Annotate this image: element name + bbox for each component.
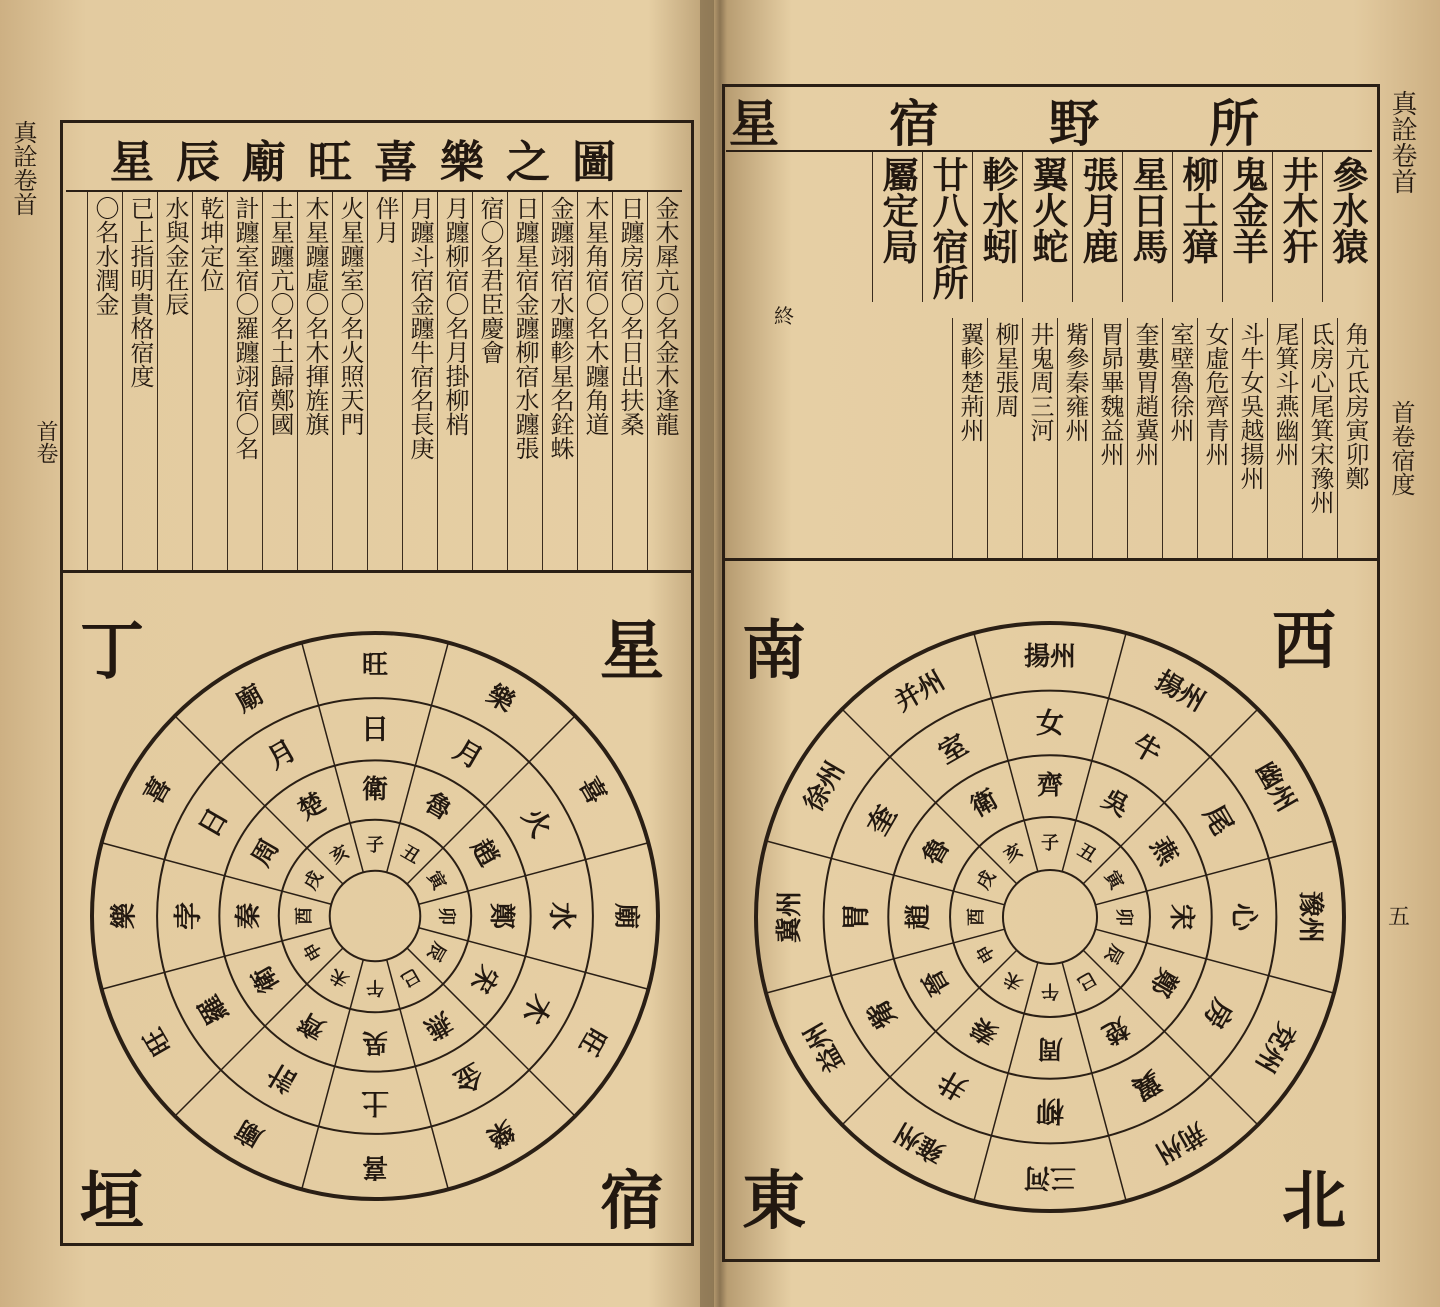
ring-label: 衛 <box>965 784 1004 824</box>
ring-label: 水 <box>545 901 579 931</box>
ring-label: 女 <box>1035 706 1065 740</box>
ring-label: 旺 <box>361 650 389 681</box>
right-title <box>726 90 1372 152</box>
ring-label: 子 <box>366 834 384 856</box>
ring-label: 丑 <box>397 841 424 869</box>
ring-label: 周 <box>1036 1032 1064 1063</box>
text-column: 火星躔室〇名火照天門 <box>332 192 367 570</box>
ring-label: 趙 <box>464 834 504 872</box>
ring-label: 牛 <box>1126 727 1168 771</box>
ring-label: 寅 <box>422 867 450 894</box>
ring-label: 益州 <box>798 1017 851 1078</box>
sector-divider <box>102 843 332 905</box>
text-column: 伴月 <box>367 192 402 570</box>
right-top-columns <box>726 152 1372 302</box>
ring-label: 亥 <box>1000 839 1027 867</box>
ring-label: 羅 <box>191 989 235 1030</box>
ring-label: 并州 <box>889 665 950 718</box>
ring-label: 三河 <box>1023 1162 1077 1193</box>
ring-label: 揚州 <box>1150 665 1211 718</box>
ring-label: 未 <box>1000 967 1027 995</box>
ring-label: 喜 <box>572 772 612 810</box>
ring-label: 楚 <box>1096 1010 1135 1050</box>
mansion-column: 張月鹿 <box>1072 152 1122 302</box>
ring-label: 卯 <box>435 907 457 925</box>
ring-label: 揚州 <box>1023 641 1077 672</box>
left-divider <box>60 570 691 573</box>
ring-label: 戌 <box>300 867 328 894</box>
text-column: 〇名水潤金 <box>87 192 122 570</box>
ring-label: 樂 <box>109 902 140 930</box>
region-column: 氐房心尾箕宋豫州 <box>1302 318 1337 558</box>
ring-label: 午 <box>1041 980 1059 1001</box>
ring-label: 孛 <box>171 901 205 931</box>
left-diagram <box>62 574 688 1238</box>
right-page <box>712 0 1440 1307</box>
ring-label: 巳 <box>1073 967 1100 995</box>
left-margin-title: 真詮卷首 <box>9 120 37 216</box>
ring-circle <box>1003 870 1097 964</box>
right-margin-title: 真詮卷首 <box>1387 90 1417 194</box>
ring-label: 心 <box>1227 902 1261 932</box>
region-column: 女虛危齊青州 <box>1197 318 1232 558</box>
left-corner-bottom-right: 宿 <box>600 1164 664 1239</box>
ring-label: 胃 <box>839 902 873 932</box>
ring-label: 酉 <box>966 908 987 926</box>
ring-label: 旺 <box>572 1022 612 1060</box>
ring-label: 鄭 <box>485 902 516 930</box>
ring-label: 月 <box>448 732 489 776</box>
ring-label: 齊 <box>293 1005 331 1045</box>
ring-label: 豫州 <box>1295 890 1326 944</box>
ring-label: 午 <box>366 976 384 998</box>
ring-label: 申 <box>300 938 328 965</box>
left-title <box>66 126 682 192</box>
ring-label: 鄭 <box>1143 963 1183 1002</box>
ring-label: 吳 <box>1096 784 1135 824</box>
ring-label: 趙 <box>904 903 935 931</box>
text-column: 月躔斗宿金躔牛宿名長庚 <box>402 192 437 570</box>
ring-label: 計 <box>261 1056 302 1100</box>
mansion-column: 屬定局 <box>872 152 922 302</box>
ring-label: 月 <box>261 732 302 776</box>
text-column: 宿〇名君臣慶會 <box>472 192 507 570</box>
left-corner-top-left: 丁 <box>80 614 144 689</box>
mansion-column: 軫水蚓 <box>972 152 1022 302</box>
region-column: 斗牛女吳越揚州 <box>1232 318 1267 558</box>
ring-label: 奎 <box>860 799 904 841</box>
text-column: 水與金在辰 <box>157 192 192 570</box>
ring-label: 兗州 <box>1249 1017 1302 1078</box>
ring-label: 秦 <box>234 902 265 930</box>
ring-label: 喜 <box>361 1151 389 1182</box>
text-column: 金木犀亢〇名金木逢龍 <box>647 192 682 570</box>
text-column: 日躔星宿金躔柳宿水躔張 <box>507 192 542 570</box>
ring-label: 徐州 <box>798 756 851 817</box>
ring-label: 翼 <box>1126 1063 1168 1107</box>
ring-label: 旺 <box>138 1022 178 1060</box>
ring-label: 木 <box>515 989 559 1030</box>
ring-label: 樂 <box>481 1113 519 1153</box>
ring-label: 金 <box>448 1056 489 1100</box>
mansion-column: 井木犴 <box>1272 152 1322 302</box>
ring-label: 戌 <box>972 867 1000 894</box>
ring-label: 冀州 <box>774 890 805 944</box>
ring-label: 觜 <box>860 993 904 1035</box>
end-mark: 終 <box>774 304 794 328</box>
right-corner-top-right: 西 <box>1272 604 1336 679</box>
mansion-column: 鬼金羊 <box>1222 152 1272 302</box>
mansion-column: 柳土獐 <box>1172 152 1222 302</box>
text-column: 土星躔亢〇名土歸鄭國 <box>262 192 297 570</box>
text-column: 木星角宿〇名木躔角道 <box>577 192 612 570</box>
right-corner-bottom-right: 北 <box>1282 1164 1346 1239</box>
mansion-column: 星日馬 <box>1122 152 1172 302</box>
ring-label: 日 <box>191 802 235 843</box>
right-lower-columns <box>726 318 1372 558</box>
ring-label: 巳 <box>397 963 424 991</box>
ring-label: 喜 <box>138 772 178 810</box>
text-column: 已上指明貴格宿度 <box>122 192 157 570</box>
ring-label: 宋 <box>464 960 504 998</box>
ring-label: 酉 <box>293 907 315 925</box>
right-corner-top-left: 南 <box>742 614 806 689</box>
region-column: 柳星張周 <box>987 318 1022 558</box>
ring-label: 吳 <box>361 1026 389 1057</box>
ring-label: 房 <box>1196 993 1240 1035</box>
ring-label: 魯 <box>419 787 457 827</box>
ring-label: 室 <box>932 727 974 771</box>
right-corner-bottom-left: 東 <box>742 1164 806 1239</box>
text-column: 木星躔虛〇名木揮旌旗 <box>297 192 332 570</box>
ring-label: 廟 <box>231 679 269 719</box>
ring-label: 丑 <box>1073 839 1100 867</box>
region-column: 奎婁胃趙冀州 <box>1127 318 1162 558</box>
ring-label: 燕 <box>1143 832 1183 871</box>
ring-label: 寅 <box>1100 867 1128 894</box>
text-column: 月躔柳宿〇名月掛柳梢 <box>437 192 472 570</box>
ring-label: 辰 <box>422 938 450 965</box>
ring-label: 幽州 <box>1249 756 1302 817</box>
ring-label: 廟 <box>610 902 641 930</box>
ring-label: 土 <box>360 1086 390 1120</box>
ring-label: 卯 <box>1113 908 1134 926</box>
mansion-column: 翼火蛇 <box>1022 152 1072 302</box>
text-column: 計躔室宿〇羅躔翊宿〇名 <box>227 192 262 570</box>
mansion-column: 廿八宿所 <box>922 152 972 302</box>
ring-label: 樂 <box>481 679 519 719</box>
ring-label: 子 <box>1041 833 1059 854</box>
left-text-columns <box>66 192 682 570</box>
region-column: 角亢氐房寅卯鄭 <box>1337 318 1372 558</box>
ring-label: 宋 <box>1165 903 1196 931</box>
ring-label: 井 <box>932 1063 974 1107</box>
ring-label: 周 <box>246 834 286 872</box>
ring-label: 魯 <box>917 832 957 871</box>
ring-label: 火 <box>515 802 559 843</box>
ring-label: 衛 <box>246 960 286 998</box>
ring-label: 雍州 <box>889 1116 950 1169</box>
right-margin-sub: 首卷宿度 <box>1387 400 1415 496</box>
right-title-text: 星宿野所 <box>729 94 1369 153</box>
ring-label: 申 <box>972 940 1000 967</box>
ring-label: 秦 <box>965 1010 1004 1050</box>
sector-divider <box>387 643 449 873</box>
ring-label: 楚 <box>293 787 331 827</box>
ring-label: 日 <box>360 712 390 746</box>
text-column: 乾坤定位 <box>192 192 227 570</box>
sector-divider <box>302 960 364 1190</box>
ring-label: 柳 <box>1035 1094 1065 1128</box>
ring-label: 廟 <box>231 1113 269 1153</box>
ring-label: 尾 <box>1196 799 1240 841</box>
region-column: 翼軫楚荊州 <box>952 318 987 558</box>
left-corner-bottom-left: 垣 <box>80 1164 144 1239</box>
region-column: 室壁魯徐州 <box>1162 318 1197 558</box>
sector-divider <box>419 843 649 905</box>
sector-divider <box>302 643 364 873</box>
ring-label: 晉 <box>917 963 957 1002</box>
left-margin-sub: 首卷 <box>33 420 58 464</box>
ring-label: 亥 <box>326 841 353 869</box>
region-column: 觜參秦雍州 <box>1057 318 1092 558</box>
mansion-column: 參水猿 <box>1322 152 1372 302</box>
left-corner-top-right: 星 <box>600 614 664 689</box>
region-column: 胃昴畢魏益州 <box>1092 318 1127 558</box>
sector-divider <box>387 960 449 1190</box>
left-title-text: 星辰廟旺喜樂之圖 <box>110 137 638 188</box>
ring-label: 衛 <box>361 775 389 806</box>
ring-label: 未 <box>326 963 353 991</box>
region-column: 井鬼周三河 <box>1022 318 1057 558</box>
sector-divider <box>419 928 649 990</box>
text-column: 金躔翊宿水躔軫星名銓蛛 <box>542 192 577 570</box>
sector-divider <box>102 928 332 990</box>
ring-label: 辰 <box>1100 940 1128 967</box>
page-number: 五 <box>1388 905 1411 930</box>
right-divider <box>722 558 1377 561</box>
ring-label: 燕 <box>419 1005 457 1045</box>
ring-circle <box>330 871 421 962</box>
ring-label: 齊 <box>1036 771 1064 802</box>
ring-label: 荊州 <box>1150 1116 1211 1169</box>
left-page <box>0 0 706 1307</box>
region-column: 尾箕斗燕幽州 <box>1267 318 1302 558</box>
text-column: 日躔房宿〇名日出扶桑 <box>612 192 647 570</box>
